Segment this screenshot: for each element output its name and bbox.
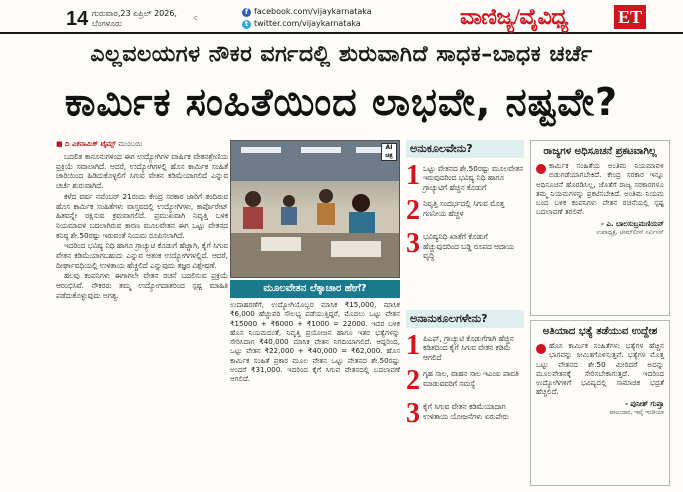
date-line [92,9,177,29]
article-paragraph: ಇದರಿಂದ ಭವಿಷ್ಯ ನಿಧಿ ಹಾಗೂ ಗ್ರಾಚ್ಯುಟಿ ಕೊಡುಗೆ ಹೆಚ್ಚಾಗಿ, ಕೈಗೆ ಸಿಗುವ ವೇತನ ಕಡಿಮೆಯಾಗಬಹುದು ಎನ್ನುವ ಆತಂಕ ಉದ್ಯೋಗಿಗಳಲ್ಲಿದೆ. ಆದರೆ, ದೀರ್ಘಾವಧಿಯಲ್ಲಿ ಉಳಿತಾಯ ಹೆಚ್ಚಲಿದೆ ಎನ್ನುವುದು ತಜ್ಞರ ವಿಶ್ಲೇಷಣೆ. [56,241,228,270]
main-headline: ಕಾರ್ಮಿಕ ಸಂಹಿತೆಯಿಂದ ಲಾಭವೇ, ನಷ್ಟವೇ? [64,80,619,124]
quote-box-states [530,140,670,316]
factory-photo [230,140,400,278]
twitter-link[interactable]: twitter.com/vijaykarnataka [254,19,361,28]
pros-panel [406,140,524,265]
social-links [242,6,372,30]
bullet-icon [536,344,546,354]
facebook-icon: f [242,8,251,17]
byline [56,140,228,149]
quote-signature: - ಎ. ಬಾಲಸುಬ್ರಮಣಿಯನ್ [601,219,664,228]
edition-mark: c [194,14,198,22]
point-text: ನಿವೃತ್ತಿ ಸಂದರ್ಭದಲ್ಲಿ ಸಿಗುವ ಮೊತ್ತ ಗಣನೀಯ ಹೆಚ್ಚಳ [423,199,505,218]
quote-title: ಅತಿಯಾದ ಭತ್ಯೆ ತಡೆಯುವ ಉದ್ದೇಶ [542,326,658,337]
list-item [406,367,524,395]
point-number: 3 [406,398,420,430]
pros-title: ಅನುಕೂಲವೇನು? [406,140,524,158]
list-item [406,332,524,362]
quote-text [536,341,664,397]
section-title: ವಾಣಿಜ್ಯ/ವೈವಿಧ್ಯ [460,4,569,29]
factory-illustration [231,141,400,278]
point-number: 2 [406,195,420,227]
point-text: ಪಿಎಫ್, ಗ್ರಾಚ್ಯುಟಿ ಕೊಡುಗೆಗಾಗಿ ಹೆಚ್ಚಿನ ಕಡಿತದಿಂದ ಕೈಗೆ ಸಿಗುವ ವೇತನ ಕಡಿಮೆ ಆಗಲಿದೆ [423,334,514,362]
twitter-icon: t [242,20,251,29]
quote-signature-role: ಪಾಲುದಾರ, ಇವೈ ಇಂಡಿಯಾ [609,408,664,416]
box-title: ಮೂಲವೇತನ ಲೆಕ್ಕಾಚಾರ ಹೇಗೆ? [230,280,400,298]
point-text: ಕೈಗೆ ಸಿಗುವ ವೇತನ ಕಡಿಮೆಯಾದಾಗ ಉಳಿತಾಯ ಯೋಜನೆಗಳು ಏರುಪೇರು [423,402,509,421]
quote-text [536,161,664,217]
article-column [56,140,228,302]
list-item [406,400,524,428]
quote-body: ಕಾರ್ಮಿಕ ಸಂಹಿತೆಯ ಅಂತಿಮ ನಿಯಮಾವಳಿ ಬಿಡುಗಡೆಯಾಗಬೇಕಿದೆ. ಕೇಂದ್ರ ಸರಕಾರ ಇನ್ನೂ ಅಧಿಸೂಚನೆ ಹೊರಡಿಸಿಲ್ಲ, ಜೊತೆಗೆ ರಾಜ್ಯ ಸರಕಾರಗಳೂ ತಮ್ಮ ನಿಯಮಗಳನ್ನು ಪ್ರಕಟಿಸಬೇಕಿದೆ. ಅಂತಿಮ ನಿಯಮ ಬಂದ ಬಳಿಕ ಕಂಪನಿಗಳು ವೇತನ ರಚನೆಯಲ್ಲಿ ಸ್ಪಷ್ಟ ಬದಲಾವಣೆ ತರಲಿವೆ. [536,161,664,217]
city-text: ಬೆಂಗಳೂರು [92,19,122,28]
page-number: 14 [66,8,89,30]
point-text: ಒಟ್ಟು ವೇತನದ ಶೇ.50ರಷ್ಟು ಮೂಲವೇತನ ಇರುವುದರಿಂದ ಭವಿಷ್ಯ ನಿಧಿ ಹಾಗೂ ಗ್ರಾಚ್ಯುಟಿಗೆ ಹೆಚ್ಚಿನ ಕೊಡುಗೆ [423,164,524,192]
list-item [406,230,524,260]
quote-body: ಹೊಸ ಕಾರ್ಮಿಕ ಸಂಹಿತೆಗಳು ಭತ್ಯೆಗಳ ಹೆಚ್ಚಿನ ಭಾಗವನ್ನು ಸೀಮಿತಗೊಳಿಸುತ್ತವೆ. ಭತ್ಯೆಗಳ ಮೊತ್ತ ಒಟ್ಟು ವೇತನದ ಶೇ.50 ಮೀರಿದರೆ ಅದನ್ನು ಮೂಲವೇತನಕ್ಕೆ ಸೇರಿಸಬೇಕಾಗುತ್ತದೆ. ಇದರಿಂದ ಉದ್ಯೋಗಿಗಳಿಗೆ ಭವಿಷ್ಯದಲ್ಲಿ ಸಾಮಾಜಿಕ ಭದ್ರತೆ ಹೆಚ್ಚಲಿದೆ. [536,341,664,397]
article-paragraph: ಕಳೆದ ವರ್ಷ ನವೆಂಬರ್ 21ರಂದು ಕೇಂದ್ರ ಸರಕಾರ ಜಾರಿಗೆ ತಂದಿರುವ ಹೊಸ ಕಾರ್ಮಿಕ ಸಂಹಿತೆಗಳು ವಾಸ್ತವದಲ್ಲಿ ಉದ್ಯೋಗಿಗಳು, ಕಾರ್ಪೊರೇಟ್ ಹಿತವನ್ನೇ ರಕ್ಷಿಸುವ ಕ್ರಮವಾಗಲಿದೆ. ಪ್ರಮುಖವಾಗಿ ನಿವೃತ್ತಿ ಬಳಿಕ ನಿಯಮಾವಳಿ ಬದಲಾಗಿರುವ ಕಾರಣ ಮೂಲವೇತನ ಈಗ ಒಟ್ಟು ವೇತನದ ಕನಿಷ್ಠ ಶೇ.50ರಷ್ಟು ಇರುವಂತೆ ನಿಯಮ ರೂಪಿಸಲಾಗಿದೆ. [56,191,228,240]
article-body [56,152,228,301]
cons-panel [406,310,524,433]
article-paragraph: ಬದಲಿತ ಕಾನೂನುಗಳಿಂದ ಈಗ ಉದ್ಯೋಗಿಗಳ ವಾರ್ಷಿಕ ವೇತನಶ್ರೇಣಿಯ ಪ್ರಕ್ರಿಯೆ ಸವಾಲಾಗಿದೆ. ಆದರೆ, ಉದ್ಯೋಗಿಗಳಲ್ಲಿ ಹೊಸ ಕಾರ್ಮಿಕ ಸಂಹಿತೆ ಜಾರಿಯಿಂದ ಹಿಡಿದುಕೊಳ್ಳಲಿಗೆ ಸಿಗುವ ವೇತನ ಕಡಿಮೆಯಾಗಲಿದೆ ಎನ್ನುವ ಚರ್ಚೆ ಶುರುವಾಗಿದೆ. [56,152,228,191]
quote-title: ರಾಜ್ಯಗಳ ಅಧಿಸೂಚನೆ ಪ್ರಕಟವಾಗಿಲ್ಲ [543,146,657,157]
bullet-icon [536,164,546,174]
list-item [406,162,524,192]
et-logo: ET [614,5,646,29]
box-body: ಉದಾಹರಣೆಗೆ, ಉದ್ಯೋಗಿಯೊಬ್ಬರ ಮಾಸಿಕ ₹15,000, ಮಾಸಿಕ ₹6,000 ಹೆಚ್ಚುವರಿ ಸೌಲಭ್ಯ ಪಡೆಯುತ್ತಿದ್ದರೆ, ಮೊದಲು ಒಟ್ಟು ವೇತನ ₹15000 + ₹6000 + ₹1000 = 22000. ಇದರ ಬಳಿಕ ಹೊಸ ನಿಯಮದಂತೆ, ನಿವೃತ್ತಿ ಪ್ರಯೋಜನ ಹಾಗೂ ಇತರ ಭತ್ಯೆಗಳನ್ನು ಸೇರಿಸಿದಾಗ ₹40,000 ಮಾಸಿಕ ವೇತನ ನಿಗದಿಯಾಗಲಿದೆ. ಆದ್ದರಿಂದ, ಒಟ್ಟು ವೇತನ ₹22,000 + ₹40,000 = ₹62,000. ಹೊಸ ಕಾರ್ಮಿಕ ಸಂಹಿತೆ ಪ್ರಕಾರ ಮೂಲ ವೇತನ ಒಟ್ಟು ವೇತನದ ಶೇ.50ರಷ್ಟು ಅಂದರೆ ₹31,000. ಇದರಿಂದ ಕೈಗೆ ಸಿಗುವ ವೇತನದಲ್ಲಿ ಬದಲಾವಣೆ ಆಗಲಿದೆ. [230,300,400,384]
kicker-headline: ಎಲ್ಲವಲಯಗಳ ನೌಕರ ವರ್ಗದಲ್ಲಿ ಶುರುವಾಗಿದೆ ಸಾಧಕ–ಬಾಧಕ ಚರ್ಚೆ [90,42,593,67]
point-text: ಗೃಹ ಸಾಲ, ವಾಹನ ಸಾಲ ಇಎಂಐ ಪಾವತಿ ಮಾಡುವವರಿಗೆ ಸಮಸ್ಯೆ [423,369,519,388]
point-number: 3 [406,228,420,260]
article-paragraph: ಹಲವು ಕಂಪನಿಗಳು ಈಗಾಗಲೇ ವೇತನ ರಚನೆ ಬದಲಿಸುವ ಪ್ರಕ್ರಿಯೆ ಆರಂಭಿಸಿವೆ. ನೌಕರರು ತಮ್ಮ ಉದ್ಯೋಗದಾತರಿಂದ ಸ್ಪಷ್ಟ ಮಾಹಿತಿ ಪಡೆದುಕೊಳ್ಳುವುದು ಅಗತ್ಯ. [56,271,228,300]
date-text: ಗುರುವಾರ,23 ಏಪ್ರಿಲ್ 2026, [92,9,177,18]
list-item [406,197,524,225]
byline-place: ಮುಂಬಯಿ [118,140,143,148]
quote-box-allowance [530,320,670,486]
ai-badge: AI ಚಿತ್ರ [381,143,397,161]
point-number: 1 [406,160,420,191]
facebook-link[interactable]: facebook.com/vijaykarnataka [254,7,372,16]
point-number: 2 [406,365,420,397]
page-header [0,0,683,34]
point-text: ಭವಿಷ್ಯನಿಧಿ ಖಾತೆಗೆ ಕೊಡುಗೆ ಹೆಚ್ಚುವುದರಿಂದ ಬಡ್ಡಿ ರೂಪದ ಆದಾಯ ವೃದ್ಧಿ [423,232,514,261]
quote-signature: - ಪುನೀತ್ ಗುಪ್ತಾ [625,399,664,408]
cons-title: ಅನಾನುಕೂಲಗಳೇನು? [406,310,524,328]
quote-signature-role: ಉಪಾಧ್ಯಕ್ಷ, ಟೀಮ್‌ಲೀಸ್ ಸರ್ವಿಸಸ್ [596,228,664,236]
point-number: 1 [406,330,420,361]
byline-source: ■ ದಿ ಎಕನಾಮಿಕ್ ಟೈಮ್ಸ್ [56,140,116,148]
